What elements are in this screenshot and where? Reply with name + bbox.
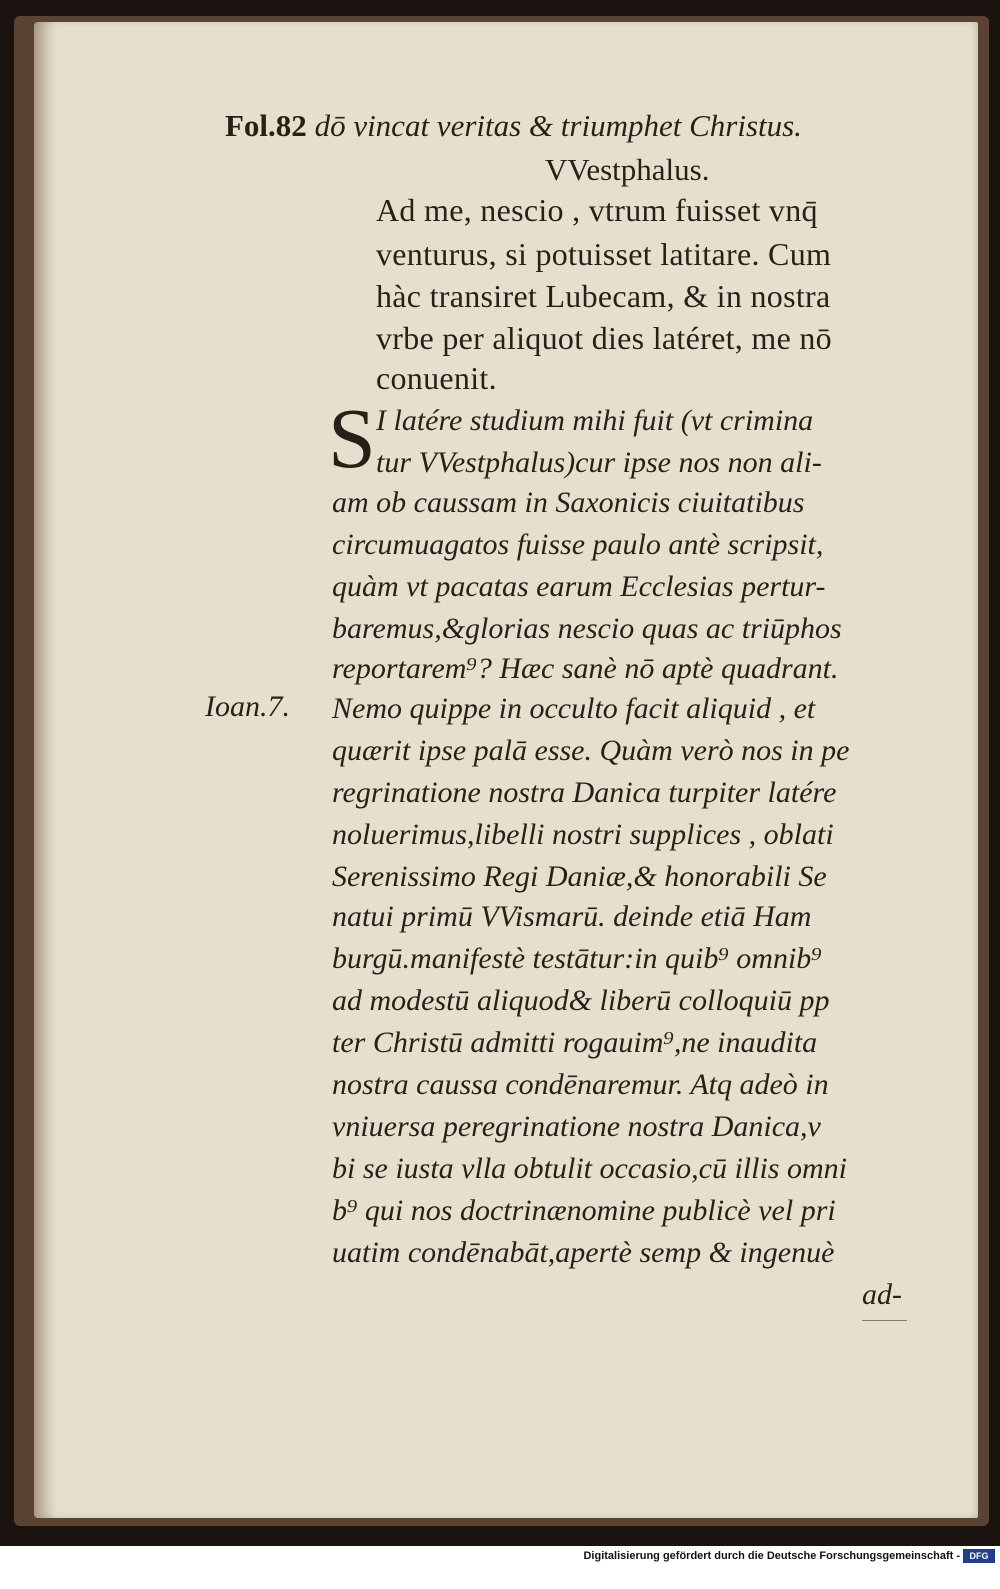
italic-text-line: vniuersa peregrinatione nostra Danica,v xyxy=(332,1110,821,1143)
italic-text-line: noluerimus,libelli nostri supplices , oblati xyxy=(332,818,834,851)
italic-text-line: burgū.manifestè testātur:in quib⁹ omnib⁹ xyxy=(332,942,822,975)
catchword: ad- xyxy=(862,1278,902,1311)
italic-text-line: quærit ipse palā esse. Quàm verò nos in pe xyxy=(332,734,850,767)
folio-number: Fol.82 xyxy=(225,108,307,143)
roman-text-line: hàc transiret Lubecam, & in nostra xyxy=(376,278,831,314)
catchword-rule xyxy=(862,1320,907,1321)
roman-text-line: venturus, si potuisset latitare. Cum xyxy=(376,236,832,272)
page-gutter-shadow xyxy=(34,22,56,1518)
italic-text-line: natui primū VVismarū. deinde etiā Ham xyxy=(332,900,812,933)
roman-text-line: vrbe per aliquot dies latéret, me nō xyxy=(376,320,832,356)
italic-text-line: Serenissimo Regi Daniæ,& honorabili Se xyxy=(332,860,827,893)
speaker-heading: VVestphalus. xyxy=(545,152,710,187)
italic-text-line: uatim condēnabāt,apertè semp & ingenuè xyxy=(332,1236,835,1269)
italic-text-line: nostra caussa condēnaremur. Atq adeò in xyxy=(332,1068,829,1101)
roman-text-line: Ad me, nescio , vtrum fuisset vnq̄ xyxy=(376,192,818,228)
italic-text-line: reportarem⁹? Hæc sanè nō aptè quadrant. xyxy=(332,652,839,685)
header-text: dō vincat veritas & triumphet Christus. xyxy=(314,108,802,143)
running-header xyxy=(225,108,925,144)
italic-text-line: circumuagatos fuisse paulo antè scripsit, xyxy=(332,528,824,561)
italic-text-line: I latére studium mihi fuit (vt crimina xyxy=(376,404,814,437)
italic-text-line: quàm vt pacatas earum Ecclesias pertur- xyxy=(332,570,826,603)
funding-credit: Digitalisierung gefördert durch die Deutsche Forschungsgemeinschaft - xyxy=(583,1550,960,1562)
dfg-logo-icon: DFG xyxy=(963,1549,995,1563)
italic-text-line: tur VVestphalus)cur ipse nos non ali- xyxy=(376,446,822,479)
italic-text-line: ad modestū aliquod& liberū colloquiū pp xyxy=(332,984,830,1017)
italic-text-line: am ob caussam in Saxonicis ciuitatibus xyxy=(332,486,805,519)
italic-text-line: bi se iusta vlla obtulit occasio,cū illis omni xyxy=(332,1152,847,1185)
italic-text-line: ter Christū admitti rogauim⁹,ne inaudita xyxy=(332,1026,818,1059)
roman-text-line: conuenit. xyxy=(376,360,497,396)
italic-text-line: b⁹ qui nos doctrinænomine publicè vel pri xyxy=(332,1194,836,1227)
marginal-reference: Ioan.7. xyxy=(205,690,290,723)
drop-cap-initial: S xyxy=(328,390,376,486)
italic-text-line: Nemo quippe in occulto facit aliquid , et xyxy=(332,692,816,725)
italic-text-line: regrinatione nostra Danica turpiter latére xyxy=(332,776,837,809)
italic-text-line: baremus,&glorias nescio quas ac triūphos xyxy=(332,612,842,645)
